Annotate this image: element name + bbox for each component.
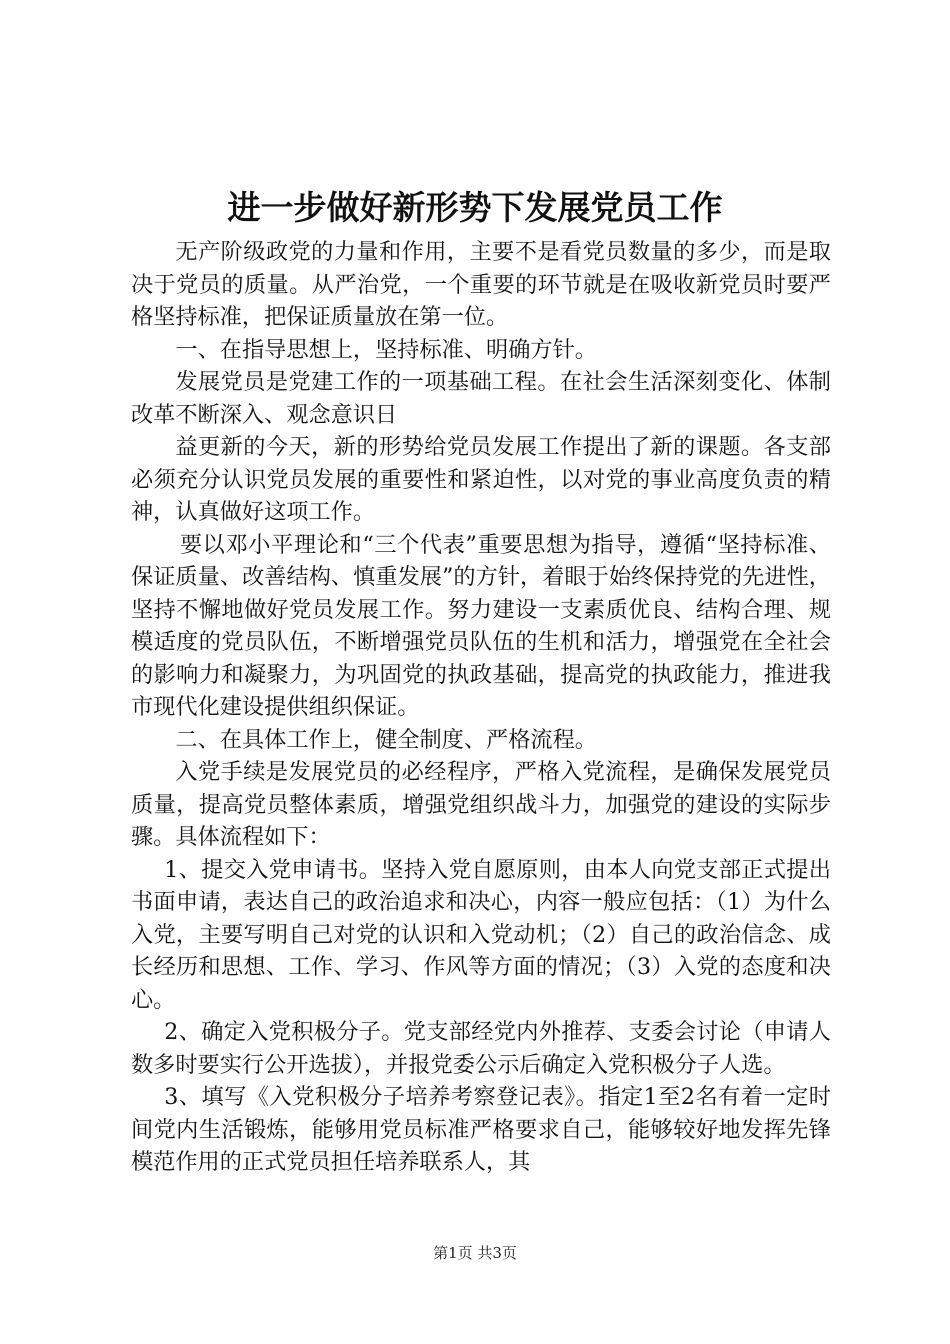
paragraph-guiding-theory: 要以邓小平理论和“三个代表”重要思想为指导，遵循“坚持标准、保证质量、改善结构、慎重发展”的方针，着眼于始终保持党的先进性，坚持不懈地做好党员发展工作。努力建设一支素质优良、结构合理、规模适度的党员队伍，不断增强党员队伍的生机和活力，增强党在全社会的影响力和凝聚力，为巩固党的执政基础，提高党的执政能力，推进我市现代化建设提供组织保证。: [131, 531, 831, 720]
paragraph-procedure-intro: 入党手续是发展党员的必经程序，严格入党流程，是确保发展党员质量，提高党员整体素质，增强党组织战斗力，加强党的建设的实际步骤。具体流程如下：: [131, 759, 831, 850]
page-number-footer: 第1页 共3页: [433, 1244, 517, 1262]
document-title: 进一步做好新形势下发展党员工作: [227, 188, 723, 227]
paragraph-basic-project: 发展党员是党建工作的一项基础工程。在社会生活深刻变化、体制改革不断深入、观念意识日: [131, 369, 831, 428]
paragraph-new-situation: 益更新的今天，新的形势给党员发展工作提出了新的课题。各支部必须充分认识党员发展的重要性和紧迫性，以对党的事业高度负责的精神，认真做好这项工作。: [131, 434, 831, 525]
paragraph-step-two: 2、确定入党积极分子。党支部经党内外推荐、支委会讨论（申请人数多时要实行公开选拔），并报党委公示后确定入党积极分子人选。: [131, 1019, 831, 1078]
paragraph-section-two-heading: 二、在具体工作上，健全制度、严格流程。: [175, 726, 597, 753]
paragraph-section-one-heading: 一、在指导思想上，坚持标准、明确方针。: [175, 336, 597, 363]
paragraph-step-one: 1、提交入党申请书。坚持入党自愿原则，由本人向党支部正式提出书面申请，表达自己的政治追求和决心，内容一般应包括：（1）为什么入党，主要写明自己对党的认识和入党动机；（2）自己的政治信念、成长经历和思想、工作、学习、作风等方面的情况；（3）入党的态度和决心。: [131, 856, 831, 1013]
document-body: [131, 236, 831, 1179]
paragraph-intro: 无产阶级政党的力量和作用，主要不是看党员数量的多少，而是取决于党员的质量。从严治党，一个重要的环节就是在吸收新党员时要严格坚持标准，把保证质量放在第一位。: [131, 239, 831, 330]
paragraph-step-three: 3、填写《入党积极分子培养考察登记表》。指定1至2名有着一定时间党内生活锻炼，能够用党员标准严格要求自己，能够较好地发挥先锋模范作用的正式党员担任培养联系人，其: [131, 1084, 831, 1175]
